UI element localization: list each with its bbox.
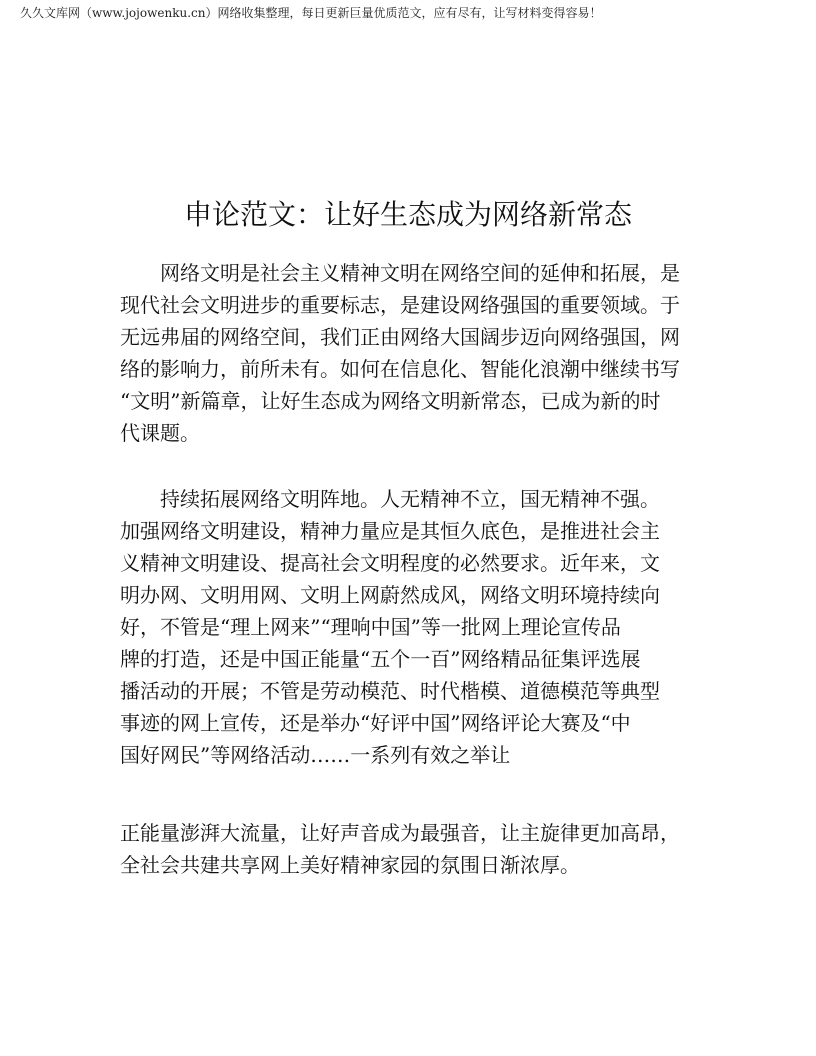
- paragraph-line: 好，不管是“理上网来”“理响中国”等一批网上理论宣传品: [120, 615, 621, 639]
- paragraph-line: “文明”新篇章，让好生态成为网络文明新常态，已成为新的时: [120, 389, 661, 413]
- page-header-text: 久久文库网（www.jojowenku.cn）网络收集整理，每日更新巨量优质范文，应有尽有，让写材料变得容易！: [20, 6, 602, 20]
- paragraph-line: 全社会共建共享网上美好精神家园的氛围日渐浓厚。: [120, 853, 580, 877]
- paragraph-line: 事迹的网上宣传，还是举办“好评中国”网络评论大赛及“中: [120, 711, 631, 735]
- paragraph-line: 网络文明是社会主义精神文明在网络空间的延伸和拓展，是: [120, 261, 680, 285]
- paragraph-3: [120, 817, 720, 881]
- paragraph-line: 牌的打造，还是中国正能量“五个一百”网络精品征集评选展: [120, 647, 641, 671]
- paragraph-line: 持续拓展网络文明阵地。人无精神不立，国无精神不强。: [120, 487, 660, 511]
- paragraph-line: 国好网民”等网络活动……一系列有效之举让: [120, 743, 511, 767]
- paragraph-line: 络的影响力，前所未有。如何在信息化、智能化浪潮中继续书写: [120, 357, 680, 381]
- paragraph-line: 代课题。: [120, 421, 200, 445]
- paragraph-line: 播活动的开展；不管是劳动模范、时代楷模、道德模范等典型: [120, 679, 660, 703]
- paragraph-2: [120, 483, 720, 771]
- paragraph-1: [120, 257, 720, 449]
- paragraph-line: 现代社会文明进步的重要标志，是建设网络强国的重要领域。于: [120, 293, 680, 317]
- paragraph-line: 明办网、文明用网、文明上网蔚然成风，网络文明环境持续向: [120, 583, 660, 607]
- paragraph-line: 加强网络文明建设，精神力量应是其恒久底色，是推进社会主: [120, 519, 660, 543]
- document-title: 申论范文：让好生态成为网络新常态: [183, 198, 632, 231]
- paragraph-line: 义精神文明建设、提高社会文明程度的必然要求。近年来，文: [120, 551, 660, 575]
- paragraph-line: 无远弗届的网络空间，我们正由网络大国阔步迈向网络强国，网: [120, 325, 680, 349]
- paragraph-line: 正能量澎湃大流量，让好声音成为最强音，让主旋律更加高昂，: [120, 821, 680, 845]
